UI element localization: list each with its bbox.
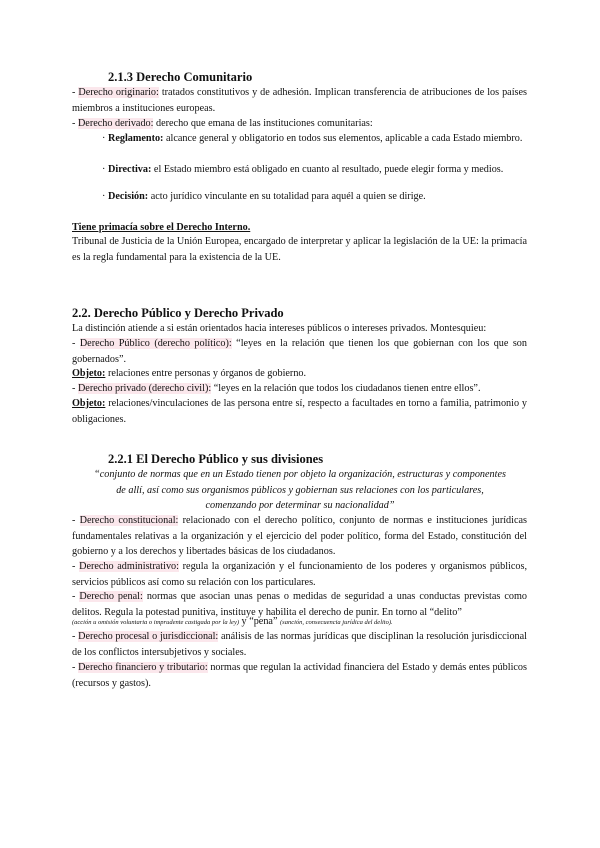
paragraph-intro-montesquieu: La distinción atiende a si están orientados hacia intereses públicos o intereses privados. Montesquieu:: [72, 323, 487, 334]
objeto-label-2: Objeto:: [72, 398, 106, 409]
note-delito: (acción u omisión voluntaria o imprudente castigada por la ley): [72, 619, 239, 626]
definition-quote: “conjunto de normas que en un Estado tienen por objeto la organización, estructuras y componentes de allí, así como sus organismos públicos y gobiernan sus relaciones con los particulares, comenzando por determinar su nacionalidad”: [94, 469, 506, 511]
text-derecho-administrativo: regula la organización y el funcionamiento de los poderes y organismos públicos, servicios públicos así como su relación con los particulares.: [72, 561, 527, 588]
text-derecho-constitucional: relacionado con el derecho político, conjunto de normas e instituciones jurídicas fundamentales relativas a la organización y el ejercicio del poder político, forma del Estado, constitución del gobierno y a los derechos y libertades básicas de los ciudadanos.: [72, 515, 527, 557]
term-directiva: Directiva:: [108, 164, 152, 175]
term-derecho-privado: Derecho privado (derecho civil):: [77, 383, 212, 394]
paragraph-objeto-privado: [72, 396, 527, 427]
term-decision: Decisión:: [108, 191, 149, 202]
text-objeto-publico: relaciones entre personas y órganos de gobierno.: [105, 368, 307, 379]
text-decision: acto jurídico vinculante en su totalidad para aquél a quien se dirige.: [148, 191, 426, 202]
primacia-title: Tiene primacía sobre el Derecho Interno.: [72, 222, 251, 233]
paragraph-derecho-constitucional: - Derecho constitucional: relacionado con el derecho político, conjunto de normas e instituciones jurídicas fundamentales relativas a la organización y el ejercicio del poder político, forma del Estado, constitución del gobierno y a los derechos y libertades básicas de los ciudadanos.: [72, 515, 527, 557]
text-reglamento: alcance general y obligatorio en todos sus elementos, aplicable a cada Estado miembro.: [163, 133, 523, 144]
term-derecho-financiero: Derecho financiero y tributario:: [78, 662, 208, 673]
term-derecho-publico: Derecho Público (derecho político):: [79, 338, 232, 349]
paragraph-derecho-penal: - Derecho penal: normas que asocian unas penas o medidas de seguridad a unas conductas previstas como delitos. Regula la potestad punitiva, instituye y habilita el derecho de punir. En torno al “delito”: [72, 591, 527, 618]
term-derecho-originario: Derecho originario:: [78, 87, 159, 98]
text-derecho-publico: “leyes en la relación que tienen los que gobiernan con los que son gobernados”.: [72, 338, 527, 365]
section-heading-2-2: 2.2. Derecho Público y Derecho Privado: [72, 306, 284, 320]
paragraph-derecho-publico: - Derecho Público (derecho político): “leyes en la relación que tienen los que gobiernan con los que son gobernados”.: [72, 338, 527, 365]
paragraph-derecho-procesal: - Derecho procesal o jurisdiccional: análisis de las normas jurídicas que disciplinan la resolución jurisdiccional de los conflictos intersubjetivos y sociales.: [72, 631, 527, 658]
text-derecho-derivado: derecho que emana de las instituciones comunitarias:: [153, 118, 373, 129]
term-derecho-derivado: Derecho derivado:: [77, 118, 154, 129]
paragraph-reglamento: · Reglamento: alcance general y obligatorio en todos sus elementos, aplicable a cada Estado miembro.: [102, 133, 523, 144]
note-pena: (sanción, consecuencia jurídica del delito).: [280, 619, 393, 626]
term-derecho-administrativo: Derecho administrativo:: [79, 561, 179, 572]
text-derecho-originario: tratados constitutivos y de adhesión. Implican transferencia de atribuciones de los países miembros a instituciones europeas.: [72, 87, 527, 114]
text-pena: y “pena”: [239, 616, 278, 627]
paragraph-decision: · Decisión: acto jurídico vinculante en su totalidad para aquél a quien se dirige.: [102, 191, 426, 202]
paragraph-derecho-derivado: - Derecho derivado: derecho que emana de las instituciones comunitarias:: [72, 118, 373, 129]
term-derecho-penal: Derecho penal:: [79, 591, 143, 602]
text-directiva: el Estado miembro está obligado en cuanto al resultado, puede elegir forma y medios.: [151, 164, 504, 175]
term-reglamento: Reglamento:: [108, 133, 164, 144]
text-derecho-privado: “leyes en la relación que todos los ciudadanos tienen entre ellos”.: [211, 383, 481, 394]
paragraph-derecho-financiero: - Derecho financiero y tributario: normas que regulan la actividad financiera del Estado y demás entes públicos (recursos y gastos).: [72, 662, 527, 689]
term-derecho-procesal: Derecho procesal o jurisdiccional:: [78, 631, 219, 642]
text-derecho-financiero: normas que regulan la actividad financiera del Estado y demás entes públicos (recursos y gastos).: [72, 662, 527, 689]
term-derecho-constitucional: Derecho constitucional:: [79, 515, 179, 526]
paragraph-primacia: Tribunal de Justicia de la Unión Europea, encargado de interpretar y aplicar la legislación de la UE: la primacía es la regla fundamental para la existencia de la UE.: [72, 236, 527, 263]
text-derecho-penal: normas que asocian unas penas o medidas de seguridad a unas conductas previstas como delitos. Regula la potestad punitiva, instituye y habilita el derecho de punir. En torno al “delito”: [72, 591, 527, 618]
paragraph-derecho-privado: - Derecho privado (derecho civil): “leyes en la relación que todos los ciudadanos tienen entre ellos”.: [72, 383, 481, 394]
paragraph-objeto-publico: [72, 366, 527, 382]
objeto-label-1: Objeto:: [72, 368, 106, 379]
paragraph-directiva: · Directiva: el Estado miembro está obligado en cuanto al resultado, puede elegir forma y medios.: [102, 164, 504, 175]
paragraph-derecho-administrativo: - Derecho administrativo: regula la organización y el funcionamiento de los poderes y organismos públicos, servicios públicos así como su relación con los particulares.: [72, 561, 527, 588]
text-objeto-privado: relaciones/vinculaciones de las persona entre sí, respecto a facultades en torno a familia, patrimonio y obligaciones.: [72, 398, 527, 425]
section-heading-2-1-3: 2.1.3 Derecho Comunitario: [108, 70, 253, 84]
paragraph-derecho-originario: - Derecho originario: tratados constitutivos y de adhesión. Implican transferencia de atribuciones de los países miembros a instituciones europeas.: [72, 87, 527, 114]
section-heading-2-2-1: 2.2.1 El Derecho Público y sus divisiones: [108, 452, 324, 466]
text-derecho-procesal: análisis de las normas jurídicas que disciplinan la resolución jurisdiccional de los conflictos intersubjetivos y sociales.: [72, 631, 527, 658]
